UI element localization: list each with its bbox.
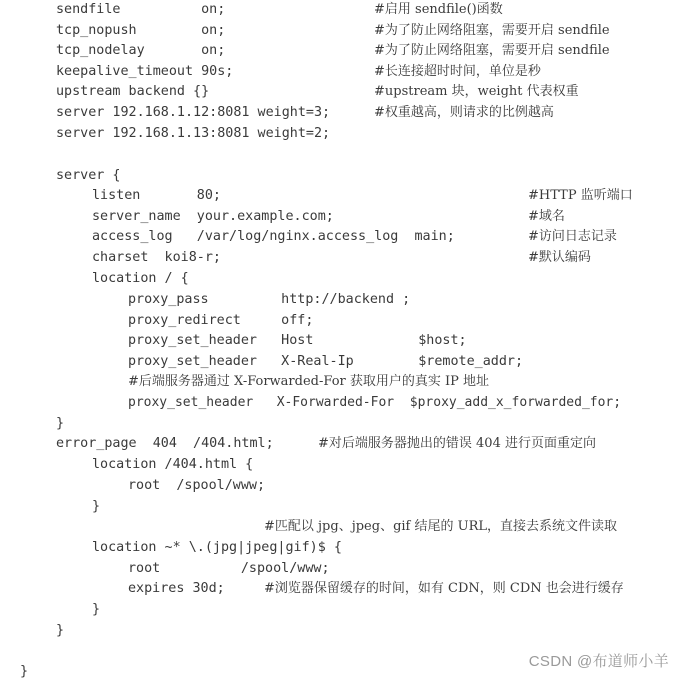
code-line bbox=[128, 292, 410, 308]
code-line bbox=[92, 188, 221, 204]
code-line bbox=[128, 561, 330, 577]
code-line bbox=[92, 457, 253, 473]
code-comment: #权重越高，则请求的比例越高 bbox=[374, 105, 554, 120]
code-text: proxy_redirect off; bbox=[128, 313, 314, 328]
code-line bbox=[56, 43, 225, 59]
code-line bbox=[128, 313, 313, 329]
code-comment: #域名 bbox=[528, 209, 565, 224]
code-text: access_log /var/log/nginx.access_log main; bbox=[92, 229, 455, 244]
code-line bbox=[56, 23, 225, 39]
code-text: tcp_nodelay on; bbox=[56, 43, 226, 58]
code-line bbox=[56, 64, 233, 80]
code-text: root /spool/www; bbox=[128, 561, 330, 576]
code-line bbox=[56, 105, 330, 121]
code-text: } bbox=[20, 664, 29, 679]
code-text: location / { bbox=[92, 271, 189, 286]
code-text: sendfile on; bbox=[56, 2, 226, 17]
code-line bbox=[128, 478, 265, 494]
code-line bbox=[128, 581, 225, 597]
code-text: tcp_nopush on; bbox=[56, 23, 226, 38]
code-text: error_page 404 /404.html; bbox=[56, 436, 274, 451]
code-line bbox=[92, 540, 342, 556]
code-line bbox=[128, 395, 621, 411]
code-text: server_name your.example.com; bbox=[92, 209, 334, 224]
code-text: expires 30d; bbox=[128, 581, 225, 596]
code-comment: #默认编码 bbox=[528, 250, 591, 265]
code-line bbox=[92, 602, 100, 618]
code-line bbox=[56, 168, 121, 184]
code-line bbox=[92, 250, 221, 266]
code-comment: #对后端服务器抛出的错误 404 进行页面重定向 bbox=[318, 436, 596, 451]
code-comment: #启用 sendfile()函数 bbox=[374, 2, 503, 17]
code-text: listen 80; bbox=[92, 188, 221, 203]
code-line bbox=[56, 416, 64, 432]
code-comment: #长连接超时时间，单位是秒 bbox=[374, 64, 541, 79]
code-line bbox=[56, 436, 274, 452]
code-text: } bbox=[56, 623, 65, 638]
code-text: proxy_set_header X-Forwarded-For $proxy_add_x_forwarded_for; bbox=[128, 395, 622, 410]
code-text: } bbox=[92, 499, 101, 514]
code-text: server 192.168.1.12:8081 weight=3; bbox=[56, 105, 331, 120]
code-comment: #为了防止网络阻塞，需要开启 sendfile bbox=[374, 23, 610, 38]
code-text: } bbox=[56, 416, 65, 431]
code-line bbox=[56, 2, 225, 18]
code-line bbox=[92, 499, 100, 515]
code-line bbox=[56, 623, 64, 639]
code-line bbox=[128, 354, 523, 370]
code-comment: #匹配以 jpg、jpeg、gif 结尾的 URL，直接去系统文件读取 bbox=[264, 519, 617, 534]
code-text: root /spool/www; bbox=[128, 478, 266, 493]
code-text: keepalive_timeout 90s; bbox=[56, 64, 234, 79]
code-comment: #访问日志记录 bbox=[528, 229, 617, 244]
code-text: location /404.html { bbox=[92, 457, 254, 472]
code-line bbox=[92, 209, 334, 225]
code-text: proxy_set_header X-Real-Ip $remote_addr; bbox=[128, 354, 524, 369]
code-comment: #为了防止网络阻塞，需要开启 sendfile bbox=[374, 43, 610, 58]
code-text: server { bbox=[56, 168, 121, 183]
code-text: location ~* \.(jpg|jpeg|gif)$ { bbox=[92, 540, 342, 555]
code-line bbox=[56, 84, 209, 100]
code-text: upstream backend {} bbox=[56, 84, 210, 99]
code-line bbox=[92, 229, 455, 245]
code-text: proxy_pass http://backend ; bbox=[128, 292, 411, 307]
code-line bbox=[56, 126, 330, 142]
code-line bbox=[92, 271, 189, 287]
code-line bbox=[20, 664, 28, 680]
code-line bbox=[128, 333, 467, 349]
code-text: charset koi8-r; bbox=[92, 250, 221, 265]
code-text: proxy_set_header Host $host; bbox=[128, 333, 467, 348]
code-comment: #upstream 块，weight 代表权重 bbox=[374, 84, 579, 99]
code-comment: #浏览器保留缓存的时间，如有 CDN，则 CDN 也会进行缓存 bbox=[264, 581, 624, 596]
watermark: CSDN @布道师小羊 bbox=[528, 653, 669, 670]
code-comment: #HTTP 监听端口 bbox=[528, 188, 633, 203]
code-text: server 192.168.1.13:8081 weight=2; bbox=[56, 126, 331, 141]
code-text: } bbox=[92, 602, 101, 617]
code-comment: #后端服务器通过 X-Forwarded-For 获取用户的真实 IP 地址 bbox=[128, 374, 490, 389]
